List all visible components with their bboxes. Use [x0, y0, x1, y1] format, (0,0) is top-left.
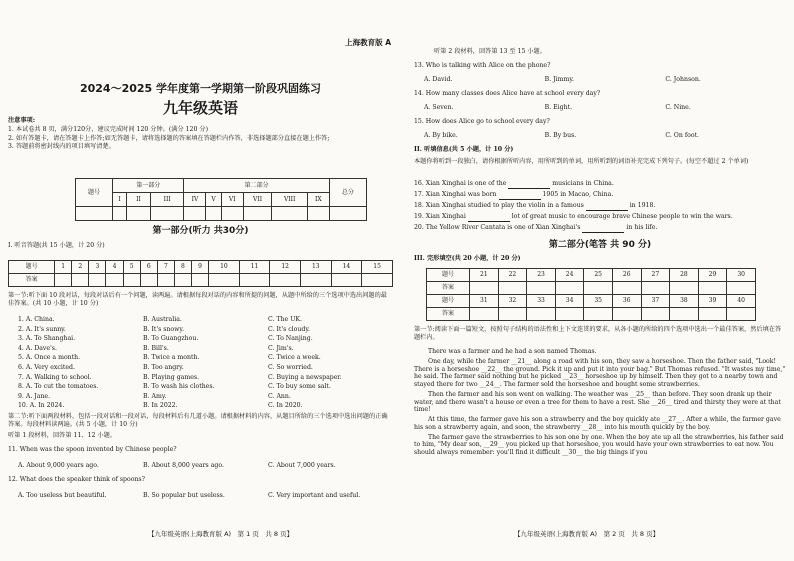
score-part1: 第一部分 [113, 179, 184, 193]
answer-cell[interactable] [362, 274, 393, 287]
fill-item [414, 202, 786, 213]
answer-cell[interactable] [106, 274, 123, 287]
cloze-number: 23 [527, 269, 556, 282]
option[interactable]: C. Jim's. [268, 344, 294, 352]
answer-table-2 [426, 268, 756, 321]
passage-paragraph: There was a farmer and he had a son named Thomas. [428, 348, 597, 355]
fill-text: lot of great music to encourage brave Chinese people to win the wars. [511, 213, 733, 220]
answer-number: 11 [239, 261, 270, 274]
option[interactable]: C. The UK. [268, 316, 302, 323]
cloze-number: 39 [698, 295, 727, 308]
cloze-answer-cell[interactable] [555, 282, 584, 295]
option[interactable]: C. To Nanjing. [268, 335, 313, 343]
cloze-number: 22 [498, 269, 527, 282]
option-row [8, 316, 393, 326]
exam-title: 2024～2025 学年度第一学期第一阶段巩固练习 [79, 82, 322, 95]
listen-heading: I. 听音答题(共 15 小题，计 20 分) [8, 242, 105, 249]
score-cell[interactable] [206, 207, 221, 221]
cloze-number: 32 [498, 295, 527, 308]
option[interactable]: B. It's snowy. [143, 325, 185, 333]
question-11: 11. When was the spoon invented by Chinese people? [8, 446, 177, 453]
fill-item [414, 180, 786, 191]
cloze-answer-cell[interactable] [584, 282, 613, 295]
question-15: 15. How does Alice go to school every day? [414, 118, 550, 125]
score-table [75, 178, 367, 221]
cloze-number: 26 [612, 269, 641, 282]
cloze-number: 40 [727, 295, 756, 308]
cloze-answer-cell[interactable] [612, 308, 641, 321]
answer-cell[interactable] [157, 274, 174, 287]
option[interactable]: B. About 8,000 years ago. [143, 462, 224, 469]
option[interactable]: B. By bus. [544, 132, 577, 139]
option[interactable]: B. Too angry. [143, 363, 184, 371]
option[interactable]: C. To buy some salt. [268, 383, 331, 391]
section1-title: 第一部分(听力 共30分) [152, 226, 249, 236]
fill-text: 1905 in Macao, China. [542, 191, 614, 198]
fill-list [414, 180, 786, 235]
answer-cell[interactable] [331, 274, 362, 287]
option[interactable]: C. Nine. [665, 104, 691, 111]
score-col: V [206, 193, 221, 207]
option[interactable]: B. In 2022. [143, 402, 178, 410]
answer-number: 12 [270, 261, 301, 274]
score-cell[interactable] [307, 207, 329, 221]
option[interactable]: 10. A. In 2024. [18, 402, 65, 410]
fill-blank[interactable] [582, 224, 624, 233]
option[interactable]: 7. A. Walking to school. [18, 373, 92, 381]
option-row [8, 383, 393, 393]
answer-row-label: 题号 [9, 261, 55, 274]
fill-blank[interactable] [586, 202, 628, 211]
cloze-answer-cell[interactable] [527, 282, 556, 295]
question-12: 12. What does the speaker think of spoons? [8, 476, 145, 483]
score-col: VIII [272, 193, 308, 207]
option[interactable]: 8. A. To cut the tomatoes. [18, 383, 99, 391]
section2-heading: II. 听填信息(共 5 小题，计 10 分) [414, 146, 514, 153]
cloze-number: 30 [727, 269, 756, 282]
cloze-number: 38 [670, 295, 699, 308]
answer-cell[interactable] [192, 274, 209, 287]
score-col: III [150, 193, 184, 207]
cloze-answer-cell[interactable] [498, 308, 527, 321]
passage-paragraph: Then the farmer and his son went on walking. The weather was __25__ than before. They soon drank up their water, and there wasn't a house or even a tree for them to have a rest. She __26__ tired and thirsty they were at that time! [414, 390, 781, 414]
fill-text: 17. Xian Xinghai was born [414, 191, 499, 198]
cloze-number: 27 [641, 269, 670, 282]
answer-number: 6 [140, 261, 157, 274]
option[interactable]: A. David. [424, 76, 453, 83]
fill-item [414, 224, 786, 235]
answer-number: 4 [106, 261, 123, 274]
option[interactable]: C. Twice a week. [268, 354, 321, 362]
option-row [8, 364, 393, 374]
score-col: VI [221, 193, 243, 207]
option[interactable]: 3. A. To Shanghai. [18, 335, 76, 343]
row-label: 题号 [427, 269, 470, 282]
fill-text: 18. Xian Xinghai studied to play the violin in a famous [414, 202, 586, 209]
material2-note: 听第 2 段材料，回答第 13 至 15 小题。 [434, 48, 546, 55]
cloze-answer-cell[interactable] [470, 308, 499, 321]
option[interactable]: 4. A. Dave's. [18, 344, 57, 352]
answer-cell[interactable] [89, 274, 106, 287]
q13-options [414, 76, 786, 84]
fill-text: 20. The Yellow River Cantata is one of Xian Xinghai's [414, 224, 583, 231]
cloze-number: 36 [612, 295, 641, 308]
option[interactable]: B. Twice a month. [143, 354, 200, 362]
answer-cell[interactable] [239, 274, 270, 287]
fill-item [414, 191, 786, 202]
cloze-heading: III. 完形填空(共 20 小题，计 20 分) [414, 255, 521, 262]
cloze-number: 33 [527, 295, 556, 308]
ans-label: 答案 [427, 308, 470, 321]
score-cell[interactable] [221, 207, 243, 221]
score-col: I [113, 193, 127, 207]
fill-text: musicians in China. [552, 180, 614, 187]
option[interactable]: C. Very important and useful. [268, 492, 361, 499]
option[interactable]: B. To wash his clothes. [143, 383, 215, 391]
ans-label: 答案 [427, 282, 470, 295]
cloze-number: 31 [470, 295, 499, 308]
option[interactable]: 2. A. It's sunny. [18, 325, 66, 333]
option-row [8, 345, 393, 355]
score-cell[interactable] [272, 207, 308, 221]
score-cell[interactable] [150, 207, 184, 221]
option-row [8, 335, 393, 345]
cloze-answer-cell[interactable] [555, 308, 584, 321]
option[interactable]: B. Amy. [143, 392, 167, 400]
answer-number: 9 [192, 261, 209, 274]
score-cell[interactable] [243, 207, 272, 221]
option[interactable]: 1. A. China. [18, 316, 55, 323]
option[interactable]: 6. A. Very excited. [18, 363, 75, 371]
answer-cell[interactable] [301, 274, 332, 287]
option[interactable]: A. About 9,000 years ago. [18, 462, 99, 469]
option[interactable]: C. About 7,000 years. [268, 462, 336, 469]
section2-intro: 本题你将听到一段独白，请你根据所听内容，用所听到的单词，用所听到的词语补充完成下列句子。(每空不超过 2 个单词) [414, 158, 749, 165]
fill-item [414, 213, 786, 224]
cloze-number: 34 [555, 295, 584, 308]
option[interactable]: B. Eight. [544, 104, 573, 111]
score-cell[interactable] [127, 207, 151, 221]
option[interactable]: 9. A. Jane. [18, 392, 51, 400]
fill-blank[interactable] [499, 191, 541, 200]
answer-number: 13 [301, 261, 332, 274]
q14-options [414, 104, 786, 112]
q11-options [8, 462, 393, 470]
row-label: 题号 [427, 295, 470, 308]
option[interactable]: B. Bill's. [143, 344, 169, 352]
score-cell[interactable] [113, 207, 127, 221]
note-item: 2. 如有答题卡，请在答题卡上作答;如无答题卡，请将选择题的答案填在答题栏内作答，非选择题部分直接在题上作答; [8, 134, 330, 142]
cloze-number: 24 [555, 269, 584, 282]
cloze-number: 25 [584, 269, 613, 282]
option[interactable]: A. Too useless but beautiful. [18, 492, 107, 499]
options-list [8, 316, 393, 412]
cloze-answer-cell[interactable] [641, 282, 670, 295]
part2-intro: 第二节:听下面两段材料，包括一段对话和一段对话，每段材料后有几道小题。请根据材料的内容，从题目所给的三个选项中选出问题的正确答案。每段材料读两遍。(共 5 小题，计 10 分) [8, 413, 388, 428]
option-row [8, 393, 393, 403]
note-item: 3. 答题前将密封线内的项目填写清楚。 [8, 143, 115, 151]
cloze-number: 29 [698, 269, 727, 282]
answer-number: 14 [331, 261, 362, 274]
cloze-number: 37 [641, 295, 670, 308]
option-row [8, 354, 393, 364]
option[interactable]: B. Australia. [143, 316, 182, 323]
cloze-answer-cell[interactable] [612, 282, 641, 295]
score-cell [76, 207, 113, 221]
answer-cell[interactable] [174, 274, 191, 287]
option[interactable]: B. To Guangzhou. [143, 335, 199, 343]
page1-footer: 【九年级英语(上海教育版 A) 第 1 页 共 8 页】 [148, 530, 294, 538]
cloze-number: 28 [670, 269, 699, 282]
fill-blank[interactable] [508, 180, 550, 189]
option[interactable]: C. In 2020. [268, 402, 303, 410]
page-two [414, 20, 786, 541]
cloze-answer-cell[interactable] [670, 308, 699, 321]
answer-number: 3 [89, 261, 106, 274]
option[interactable]: C. Ann. [268, 392, 291, 400]
answer-number: 2 [72, 261, 89, 274]
option[interactable]: C. It's cloudy. [268, 325, 310, 333]
section2-title: 第二部分(笔答 共 90 分) [548, 240, 652, 250]
option[interactable]: 5. A. Once a month. [18, 354, 81, 362]
cloze-answer-cell[interactable] [727, 282, 756, 295]
cloze-answer-cell[interactable] [641, 308, 670, 321]
score-col: IX [307, 193, 329, 207]
part1-intro: 第一节:听下面 10 段对话，每段对话后有一个问题，读两遍。请根据每段对话的内容和所提的问题，从题中所给的三个选项中选出问题的最佳答案。(共 10 小题，计 10 分) [8, 292, 387, 307]
answer-number: 7 [157, 261, 174, 274]
score-part2: 第二部分 [184, 179, 329, 193]
option[interactable]: A. Seven. [424, 104, 454, 111]
score-col: IV [184, 193, 206, 207]
score-cell[interactable] [329, 207, 366, 221]
cloze-answer-cell[interactable] [698, 308, 727, 321]
edition-label: 上海教育版 A [345, 38, 391, 47]
option[interactable]: B. So popular but useless. [143, 492, 225, 499]
answer-cell[interactable] [270, 274, 301, 287]
score-cell[interactable] [184, 207, 206, 221]
passage-paragraph: One day, while the farmer __21__ along a road with his son, they saw a horseshoe. Then the father said, "Look! There is a horseshoe __22__ the ground. Pick it up and put it into your bag." But Thomas refused. "It wastes my time," he said. The farmer said nothing but he picked __23__ horseshoe up by himself. Then they got to a nearby town and stayed there for two __24__. The farmer sold the horseshoe and bought some strawberries. [414, 357, 786, 388]
fill-text: 16. Xian Xinghai is one of the [414, 180, 509, 187]
cloze-answer-cell[interactable] [727, 308, 756, 321]
exam-subject: 九年级英语 [162, 99, 238, 117]
material1-note: 听第 1 段材料，回答第 11、12 小题。 [8, 432, 116, 439]
option-row [8, 402, 393, 412]
answer-number: 1 [55, 261, 72, 274]
note-item: 1. 本试卷共 8 页，满分120分，建议完成时间 120 分钟。(满分 120 分) [8, 125, 208, 133]
score-col: II [127, 193, 151, 207]
notes-heading: 注意事项: [8, 117, 36, 124]
option[interactable]: B. Playing games. [143, 373, 200, 381]
question-13: 13. Who is talking with Alice on the phone? [414, 62, 551, 69]
option-row [8, 374, 393, 384]
answer-cell[interactable] [72, 274, 89, 287]
score-col: VII [243, 193, 272, 207]
option[interactable]: B. Jimmy. [544, 76, 574, 83]
cloze-passage [414, 348, 786, 459]
cloze-answer-cell[interactable] [527, 308, 556, 321]
q12-options [8, 492, 393, 500]
cloze-intro: 第一节:阅读下面一篇短文，按照句子结构的语法性和上下文连贯的要求，从各小题的所给的四个选项中选出一个最佳答案，然后填在答题栏内。 [414, 326, 782, 341]
score-row-label: 题号 [76, 179, 113, 207]
option[interactable]: C. Johnson. [665, 76, 701, 83]
cloze-answer-cell[interactable] [584, 308, 613, 321]
q15-options [414, 132, 786, 140]
notes [8, 117, 393, 152]
fill-text: 19. Xian Xinghai [414, 213, 468, 220]
option[interactable]: C. So worried. [268, 363, 313, 371]
answer-label: 答案 [9, 274, 55, 287]
cloze-answer-cell[interactable] [670, 282, 699, 295]
answer-number: 8 [174, 261, 191, 274]
fill-text: in 1918. [629, 202, 656, 209]
passage-paragraph: The farmer gave the strawberries to his son one by one. When the boy ate up all the strawberries, his father said to him, "My dear son, __29__ you picked up that horseshoe, you would have your own strawberries to eat now. You should always remember: you'll find it difficult __30__ the big things if you [414, 433, 784, 456]
answer-cell[interactable] [209, 274, 240, 287]
option[interactable]: C. On foot. [665, 132, 700, 139]
answer-number: 5 [123, 261, 140, 274]
answer-cell[interactable] [123, 274, 140, 287]
answer-number: 15 [362, 261, 393, 274]
cloze-answer-cell[interactable] [470, 282, 499, 295]
passage-paragraph: At this time, the farmer gave his son a strawberry and the boy quickly ate __27__. After a while, the farmer gave his son a strawberry again, and soon, the strawberry __28__ into his mouth quickly by the boy. [414, 416, 781, 431]
cloze-answer-cell[interactable] [498, 282, 527, 295]
answer-cell[interactable] [140, 274, 157, 287]
cloze-number: 35 [584, 295, 613, 308]
fill-text: in his life. [626, 224, 658, 231]
cloze-number: 21 [470, 269, 499, 282]
answer-number: 10 [209, 261, 240, 274]
cloze-answer-cell[interactable] [698, 282, 727, 295]
option-row [8, 326, 393, 336]
fill-blank[interactable] [468, 213, 510, 222]
question-14: 14. How many classes does Alice have at school every day? [414, 90, 601, 97]
option[interactable]: A. By bike. [424, 132, 458, 139]
page2-footer: 【九年级英语(上海教育版 A) 第 2 页 共 8 页】 [514, 530, 660, 538]
page-one [8, 20, 393, 541]
answer-table-1 [8, 260, 393, 287]
score-total: 总分 [329, 179, 366, 207]
option[interactable]: C. Buying a newspaper. [268, 373, 342, 381]
answer-cell[interactable] [55, 274, 72, 287]
